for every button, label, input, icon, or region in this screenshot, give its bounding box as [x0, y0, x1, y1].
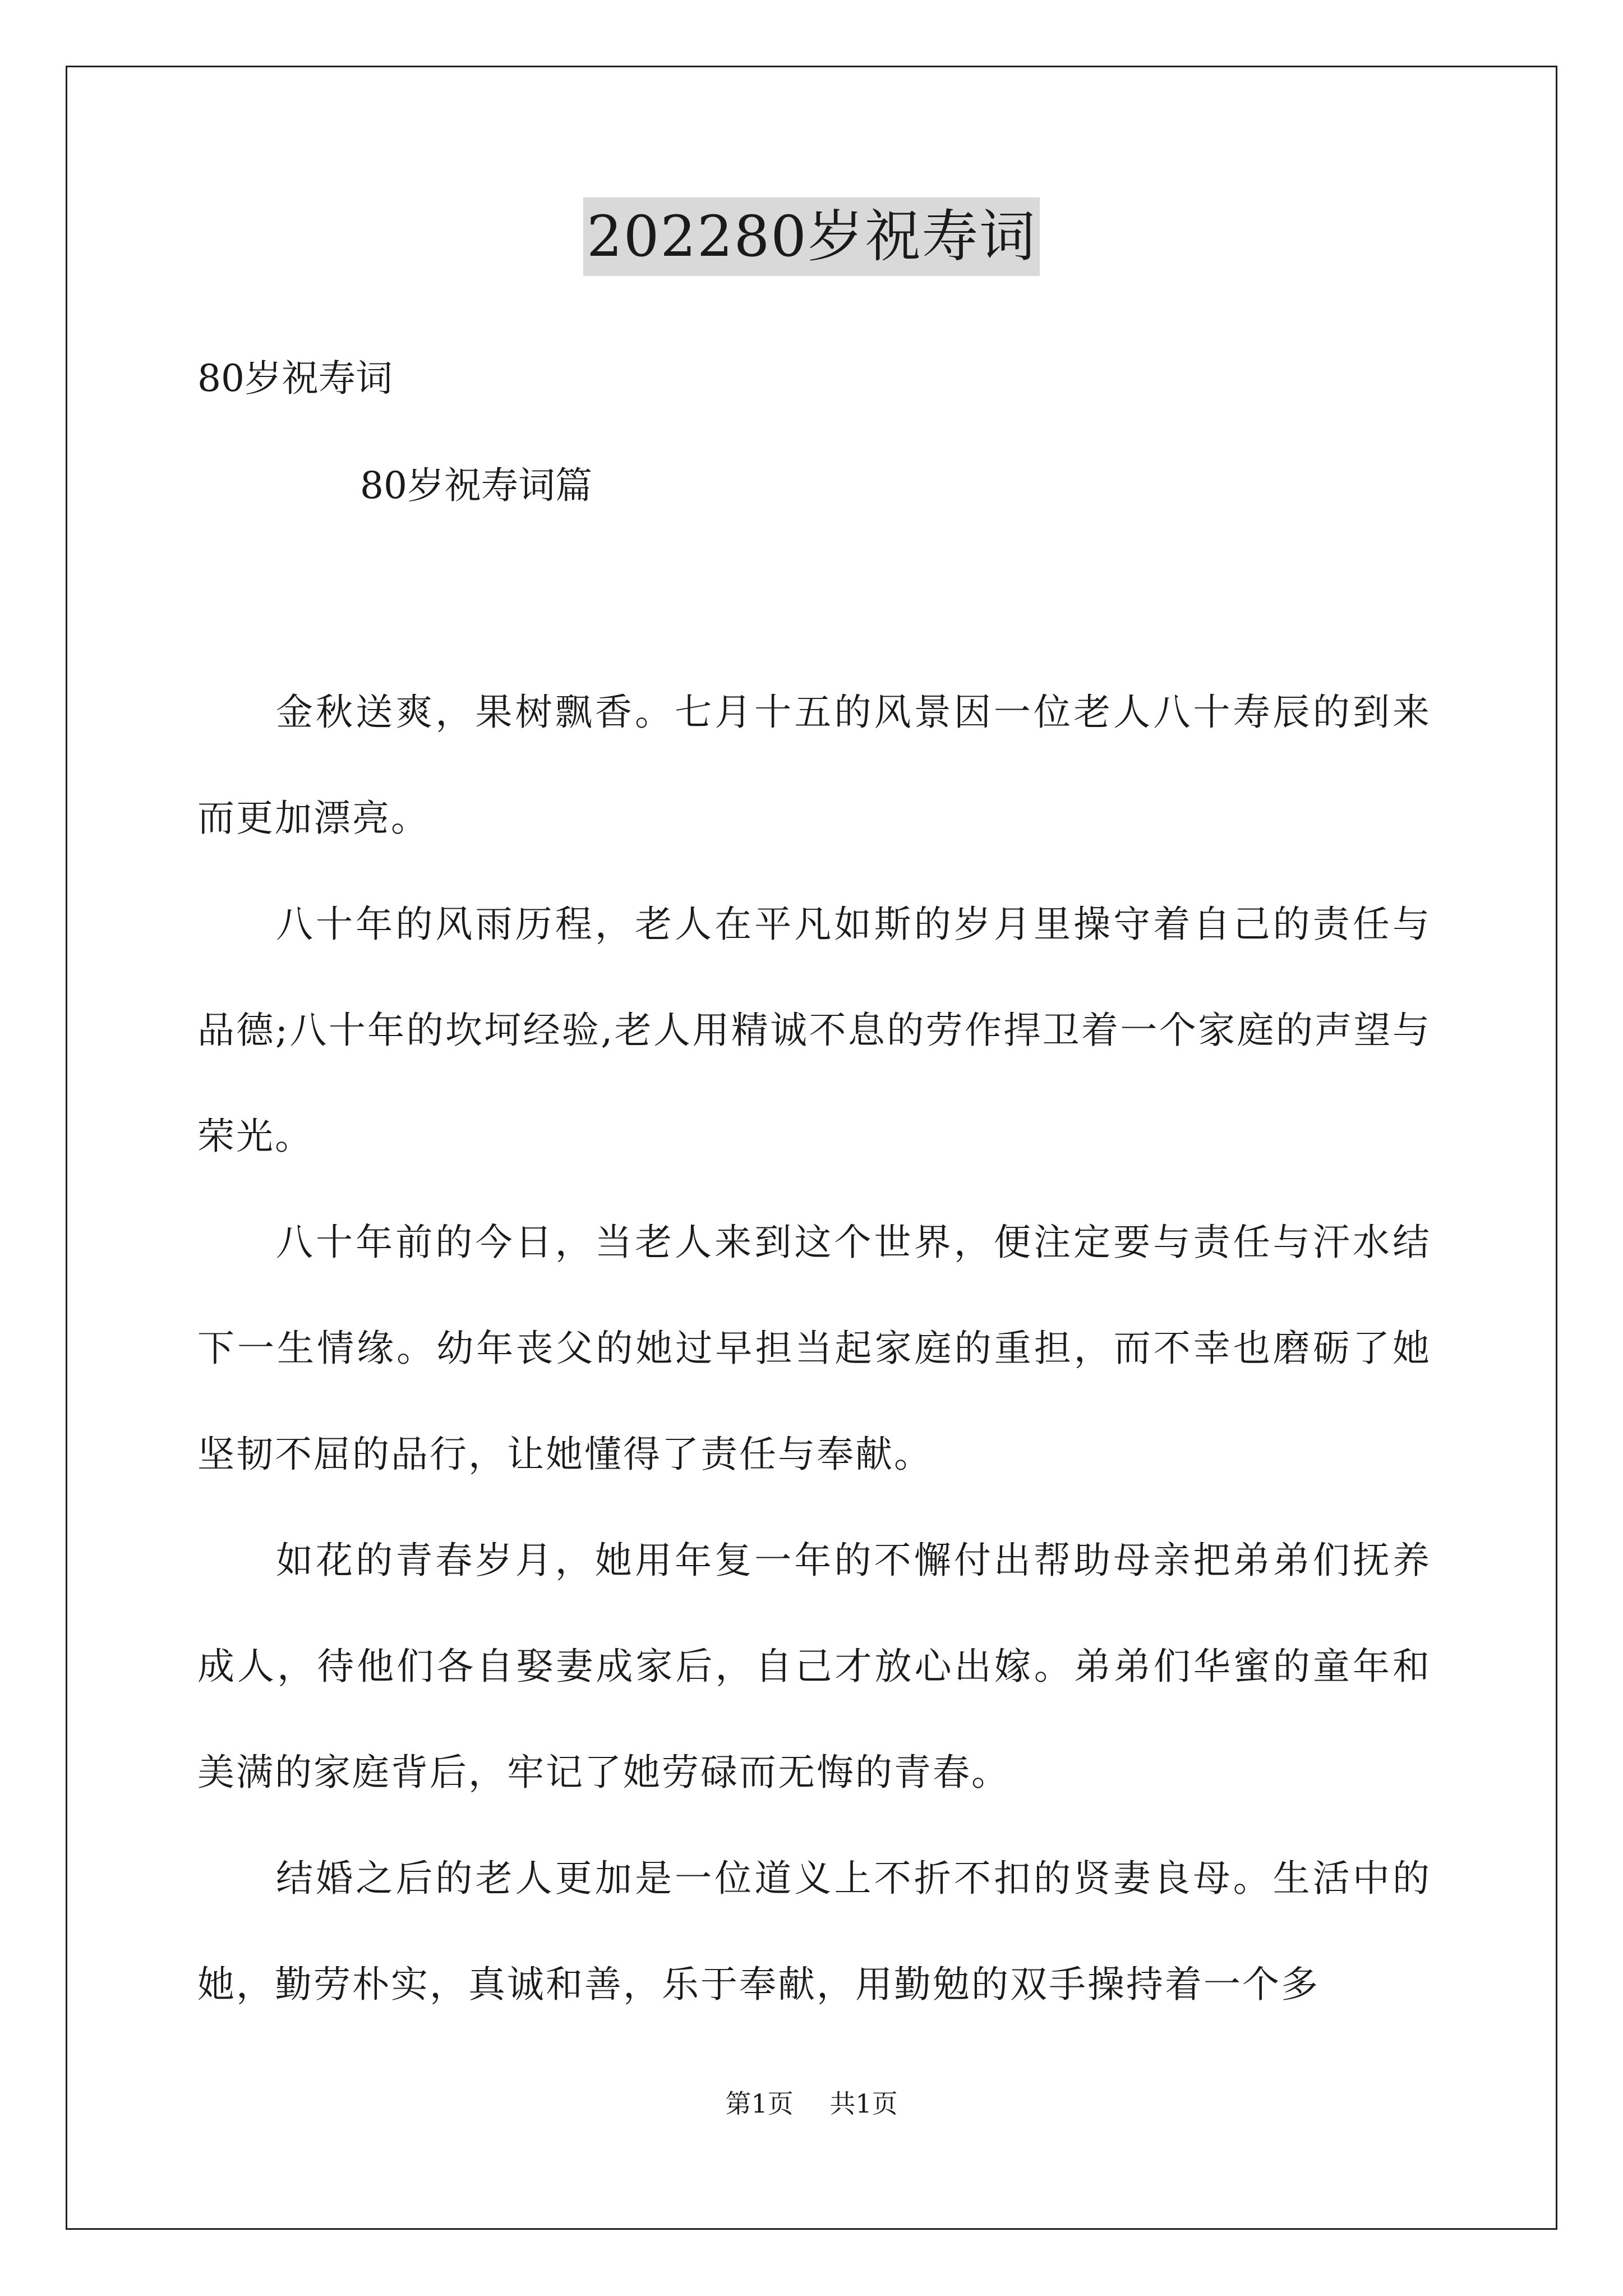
section-heading: 80岁祝寿词篇 — [360, 464, 592, 507]
paragraph-5: 结婚之后的老人更加是一位道义上不折不扣的贤妻良母。生活中的她，勤劳朴实，真诚和善，乐于奉献，用勤勉的双手操持着一个多 — [197, 1857, 1431, 2006]
page-number-current: 第1页 — [725, 2088, 794, 2119]
page-number-total: 共1页 — [829, 2088, 898, 2119]
paragraph-1: 金秋送爽，果树飘香。七月十五的风景因一位老人八十寿辰的到来而更加漂亮。 — [197, 691, 1431, 840]
document-title: 202280岁祝寿词 — [583, 197, 1040, 276]
paragraph-4: 如花的青春岁月，她用年复一年的不懈付出帮助母亲把弟弟们抚养成人，待他们各自娶妻成家后，自己才放心出嫁。弟弟们华蜜的童年和美满的家庭背后，牢记了她劳碌而无悔的青春。 — [197, 1539, 1431, 1794]
paragraph-3: 八十年前的今日，当老人来到这个世界，便注定要与责任与汗水结下一生情缘。幼年丧父的她过早担当起家庭的重担，而不幸也磨砺了她坚韧不屈的品行，让她懂得了责任与奉献。 — [197, 1221, 1431, 1476]
paragraph-2: 八十年的风雨历程，老人在平凡如斯的岁月里操守着自己的责任与品德;八十年的坎坷经验,老人用精诚不息的劳作捍卫着一个家庭的声望与荣光。 — [197, 903, 1431, 1158]
page-footer — [0, 2087, 1623, 2120]
title-container — [0, 197, 1623, 276]
body-text — [197, 659, 1431, 2037]
document-subtitle: 80岁祝寿词 — [197, 357, 393, 400]
